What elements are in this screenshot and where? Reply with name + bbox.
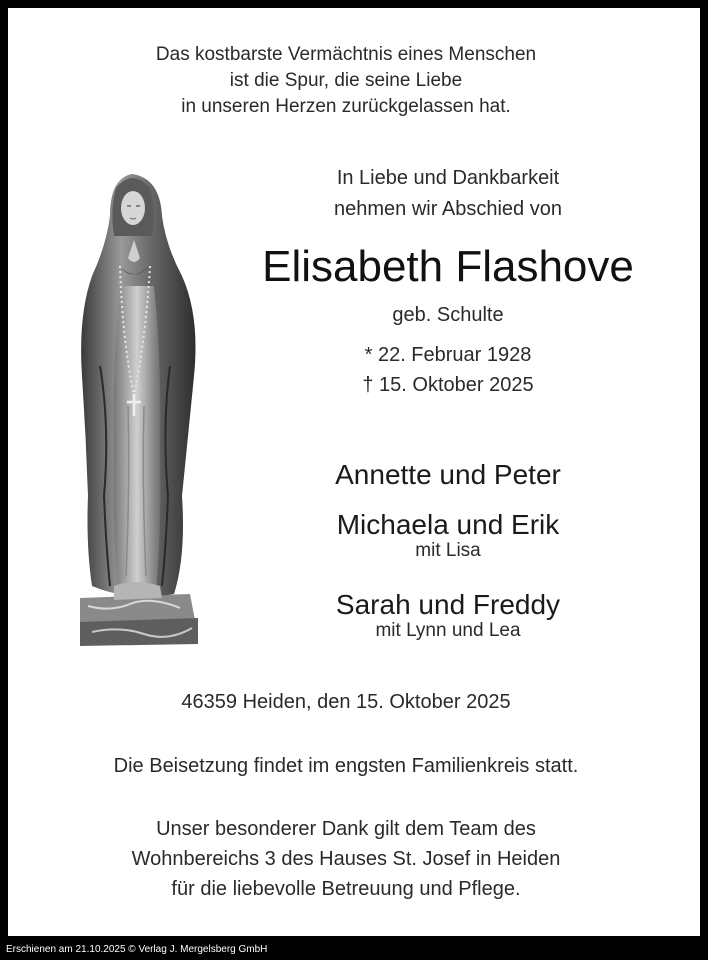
family-names-2: Michaela und Erik <box>336 509 560 540</box>
family-sub-3: mit Lynn und Lea <box>375 620 521 641</box>
thanks <box>8 814 684 904</box>
publication-footer: Erschienen am 21.10.2025 © Verlag J. Mergelsberg GmbH <box>6 944 268 955</box>
quote-line-1: Das kostbarste Vermächtnis eines Menschen <box>155 44 537 65</box>
thanks-line-1: Unser besonderer Dank gilt dem Team des <box>156 818 536 840</box>
death-date: † 15. Oktober 2025 <box>362 374 534 396</box>
quote-line-3: in unseren Herzen zurückgelassen hat. <box>181 96 511 117</box>
family-names-3: Sarah und Freddy <box>335 589 561 620</box>
family-names-1: Annette und Peter <box>335 459 561 490</box>
quote-line-2: ist die Spur, die seine Liebe <box>229 70 463 91</box>
place-date: 46359 Heiden, den 15. Oktober 2025 <box>181 691 511 713</box>
birth-name: geb. Schulte <box>392 304 504 326</box>
intro-line-1: In Liebe und Dankbarkeit <box>336 167 560 189</box>
life-dates <box>258 340 638 400</box>
obituary-card <box>8 8 700 936</box>
intro <box>258 163 638 225</box>
madonna-statue-icon <box>70 166 200 654</box>
quote <box>8 42 684 120</box>
burial-notice: Die Beisetzung findet im engsten Familienkreis statt. <box>113 755 579 777</box>
intro-line-2: nehmen wir Abschied von <box>334 198 562 220</box>
thanks-line-2: Wohnbereichs 3 des Hauses St. Josef in Heiden <box>131 848 561 870</box>
birth-date: * 22. Februar 1928 <box>364 344 532 366</box>
deceased-name: Elisabeth Flashove <box>262 242 634 291</box>
thanks-line-3: für die liebevolle Betreuung und Pflege. <box>171 878 521 900</box>
family-sub-2: mit Lisa <box>415 540 481 561</box>
